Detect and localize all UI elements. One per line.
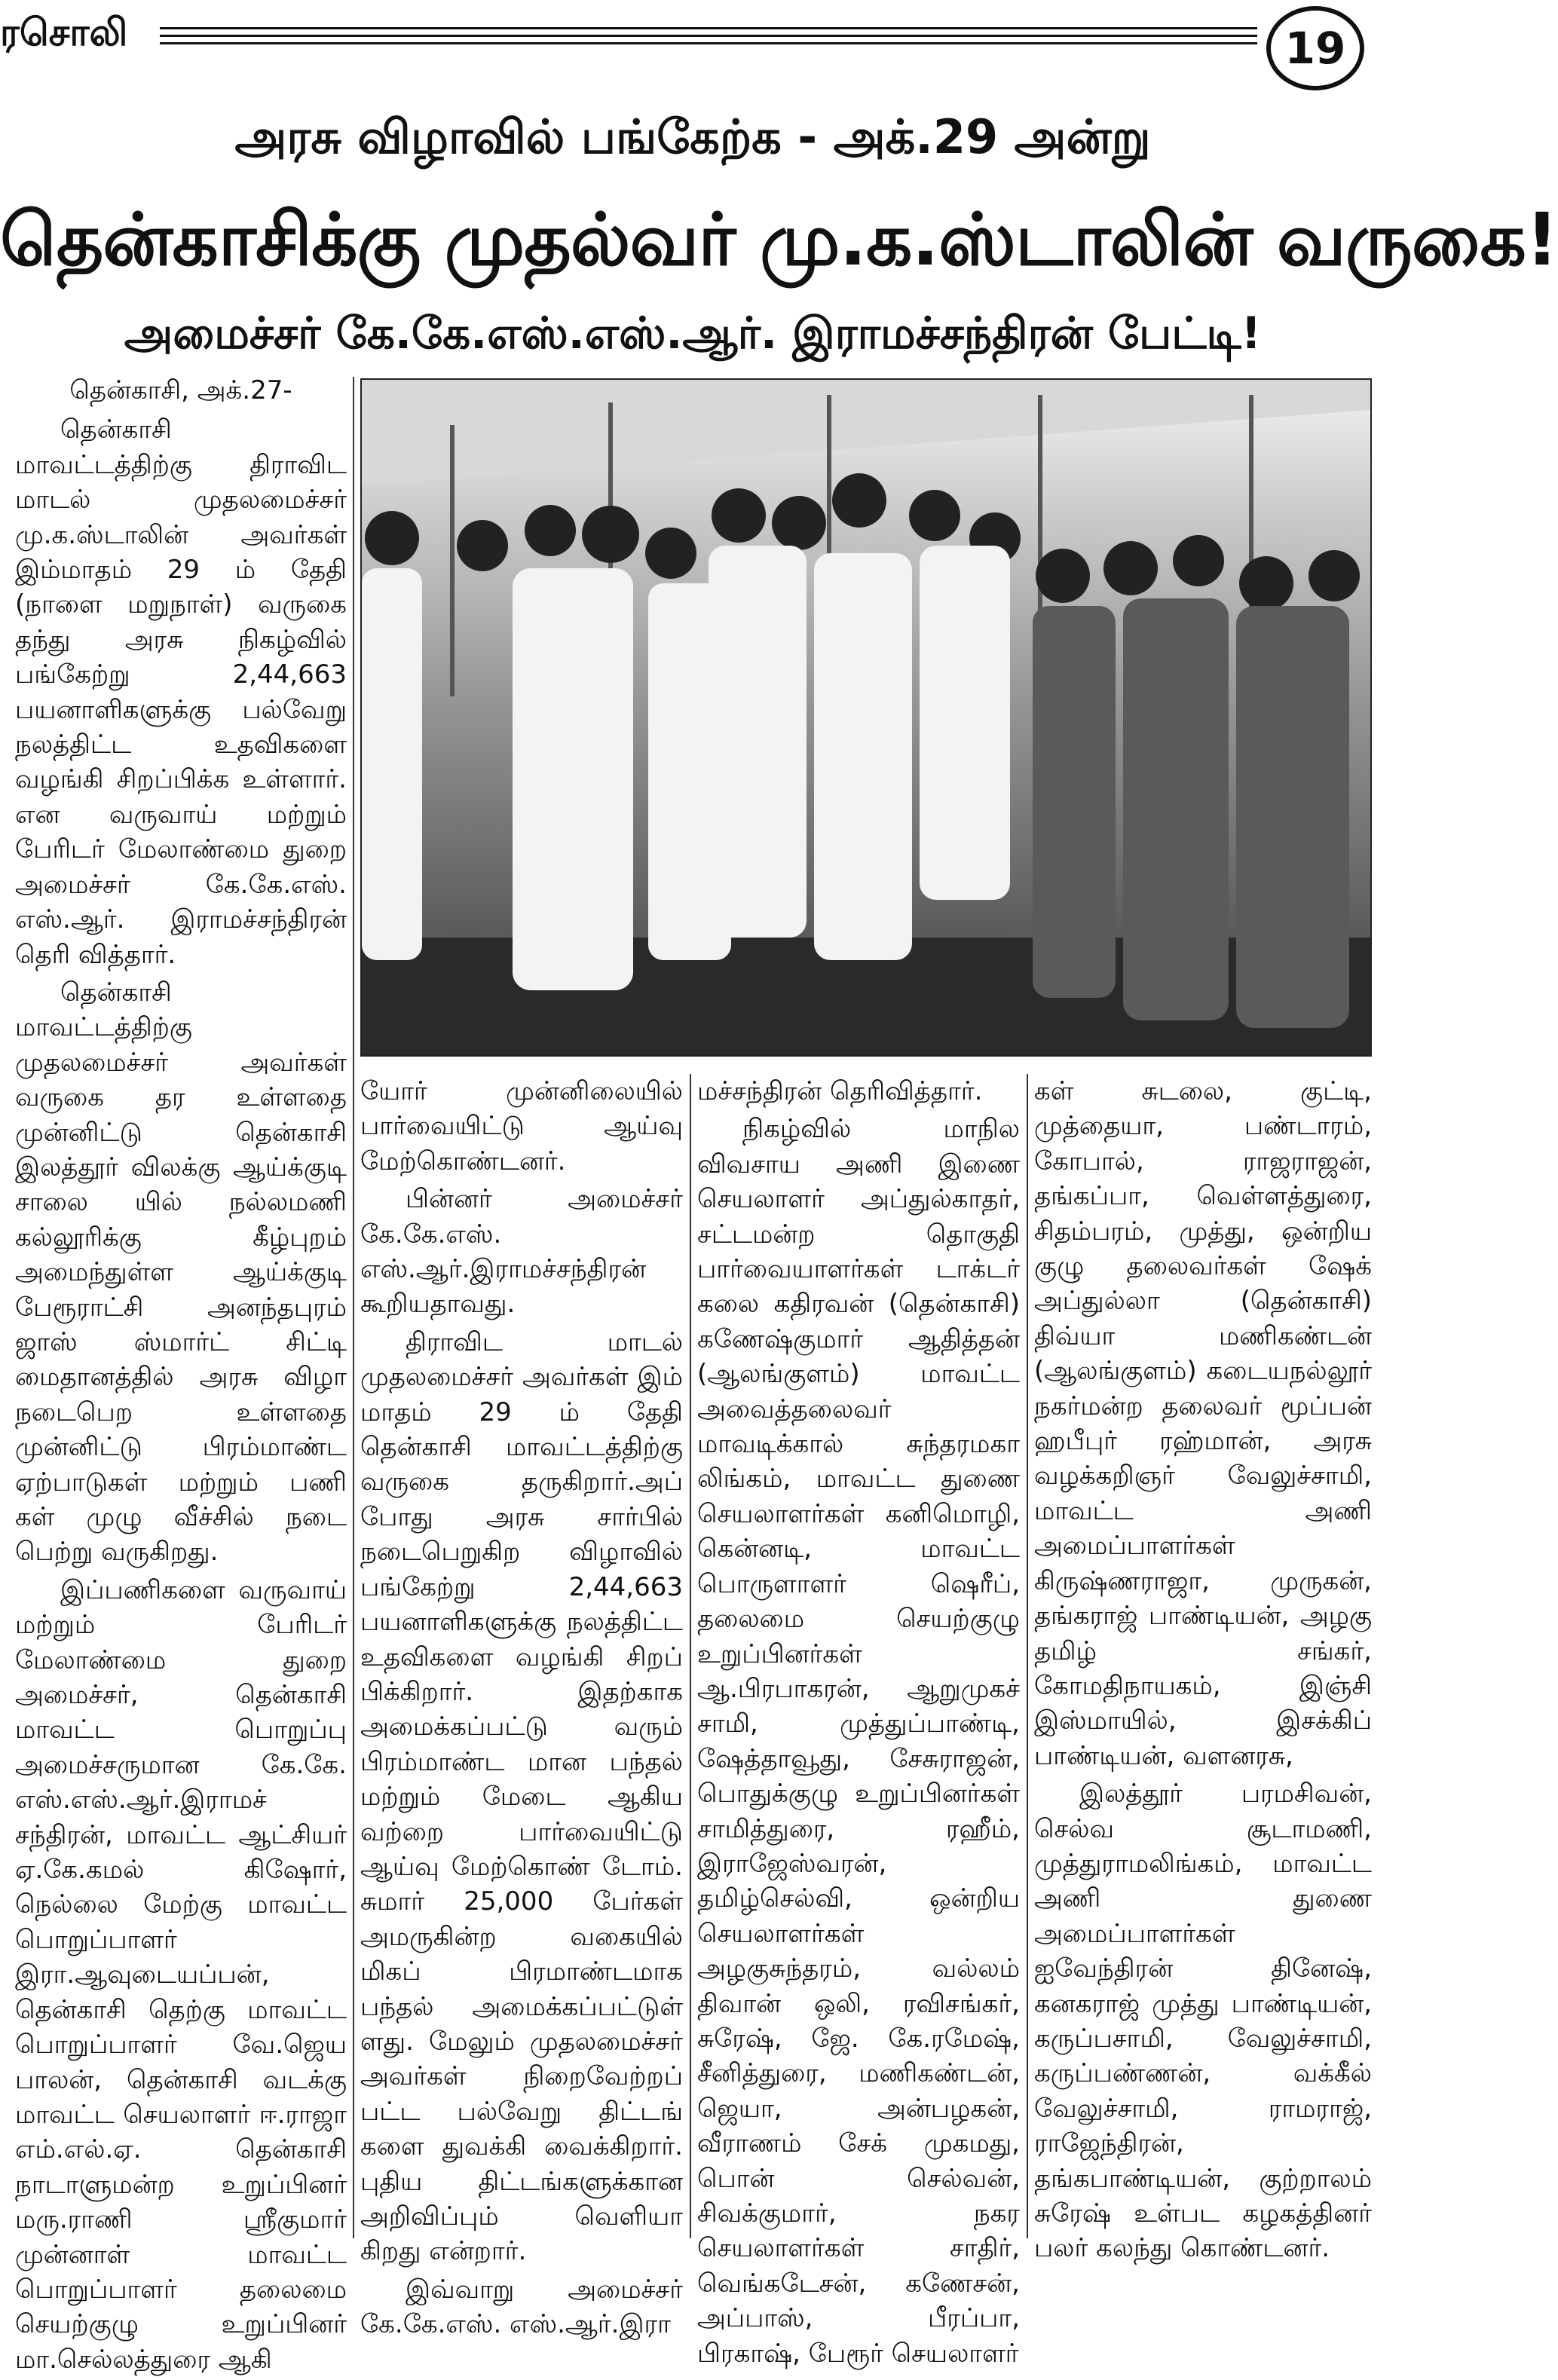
article-column-2 <box>360 1074 683 2345</box>
headline-kicker: அரசு விழாவில் பங்கேற்க - அக்.29 அன்று <box>234 109 1151 164</box>
news-photo <box>360 378 1372 1057</box>
paragraph: நிகழ்வில் மாநில விவசாய அணி இணை செயலாளர் அப்துல்காதர், சட்டமன்ற தொகுதி பார்வையாளர்கள் டாக்டர் கலை கதிரவன் (தென்காசி) கணேஷ்குமார் ஆதித்தன் (ஆலங்குளம்) மாவட்ட அவைத்தலைவர் மாவடிக்கால் சுந்தரமகா லிங்கம், மாவட்ட துணை செயலாளர்கள் கனிமொழி, கென்னடி, மாவட்ட பொருளாளர் ஷெரீப், தலைமை செயற்குழு உறுப்பினர்கள் ஆ.பிரபாகரன், ஆறுமுகச் சாமி, முத்துப்பாண்டி, ஷேத்தாவூது, சேசுராஜன், பொதுக்குழு உறுப்பினர்கள் சாமித்துரை, ரஹீம், இராஜேஸ்வரன், தமிழ்செல்வி, ஒன்றிய செயலாளர்கள் அழகுசுந்தரம், வல்லம் திவான் ஒலி, ரவிசங்கர், சுரேஷ், ஜே. கே.ரமேஷ், சீனித்துரை, மணிகண்டன், ஜெயா, அன்பழகன், வீராணம் சேக் முகமது, பொன் செல்வன், சிவக்குமார், நகர செயலாளர்கள் சாதிர், வெங்கடேசன், கணேசன், அப்பாஸ், பீரப்பா, பிரகாஷ், பேரூர் செயலாளர் <box>697 1114 1020 2369</box>
page-number: 19 <box>1266 6 1364 90</box>
paragraph: இப்பணிகளை வருவாய் மற்றும் பேரிடர் மேலாண்மை துறை அமைச்சர், தென்காசி மாவட்ட பொறுப்பு அமைச்சருமான கே.கே. எஸ்.எஸ்.ஆர்.இராமச் சந்திரன், மாவட்ட ஆட்சியர் ஏ.கே.கமல் கிஷோர், நெல்லை மேற்கு மாவட்ட பொறுப்பாளர் இரா.ஆவுடையப்பன், தென்காசி தெற்கு மாவட்ட பொறுப்பாளர் வே.ஜெய பாலன், தென்காசி வடக்கு மாவட்ட செயலாளர் ஈ.ராஜா எம்.எல்.ஏ. தென்காசி நாடாளுமன்ற உறுப்பினர் மரு.ராணி ஸ்ரீகுமார் முன்னாள் மாவட்ட பொறுப்பாளர் தலைமை செயற்குழு உறுப்பினர் மா.செல்லத்துரை ஆகி <box>15 1574 347 2375</box>
newspaper-name: ரசொலி <box>0 11 128 54</box>
article-column-3 <box>697 1074 1020 2374</box>
column-divider <box>690 1074 691 2238</box>
headline-main: தென்காசிக்கு முதல்வர் மு.க.ஸ்டாலின் வருகை! <box>0 197 1558 282</box>
paragraph: தென்காசி மாவட்டத்திற்கு முதலமைச்சர் அவர்கள் வருகை தர உள்ளதை முன்னிட்டு தென்காசி இலத்தூர் விலக்கு ஆய்க்குடி சாலை யில் நல்லமணி கல்லூரிக்கு கீழ்புறம் அமைந்துள்ள ஆய்க்குடி பேரூராட்சி அனந்தபுரம் ஜாஸ் ஸ்மார்ட் சிட்டி மைதானத்தில் அரசு விழா நடைபெற உள்ளதை முன்னிட்டு பிரம்மாண்ட ஏற்பாடுகள் மற்றும் பணி கள் முழு வீச்சில் நடை பெற்று வருகிறது. <box>15 977 347 1568</box>
masthead <box>0 0 1385 102</box>
headline-sub: அமைச்சர் கே.கே.எஸ்.எஸ்.ஆர். இராமச்சந்திரன் பேட்டி! <box>124 307 1262 359</box>
masthead-rule <box>160 27 1257 29</box>
paragraph: இலத்தூர் பரமசிவன், செல்வ சூடாமணி, முத்துராமலிங்கம், மாவட்ட அணி துணை அமைப்பாளர்கள் ஐவேந்திரன் தினேஷ், கனகராஜ் முத்து பாண்டியன், கருப்பசாமி, வேலுச்சாமி, கருப்பண்ணன், வக்கீல் வேலுச்சாமி, ராமராஜ், ராஜேந்திரன், தங்கபாண்டியன், குற்றாலம் சுரேஷ் உள்பட கழகத்தினர் பலர் கலந்து கொண்டனர். <box>1034 1779 1372 2264</box>
masthead-rule <box>160 42 1257 44</box>
article-column-1 <box>15 373 347 2380</box>
paragraph: திராவிட மாடல் முதலமைச்சர் அவர்கள் இம் மாதம் 29 ம் தேதி தென்காசி மாவட்டத்திற்கு வருகை தருகிறார்.அப் போது அரசு சார்பில் நடைபெறுகிற விழாவில் பங்கேற்று 2,44,663 பயனாளிகளுக்கு நலத்திட்ட உதவிகளை வழங்கி சிறப் பிக்கிறார். இதற்காக அமைக்கப்பட்டு வரும் பிரம்மாண்ட மான பந்தல் மற்றும் மேடை ஆகிய வற்றை பார்வையிட்டு ஆய்வு மேற்கொண் டோம். சுமார் 25,000 பேர்கள் அமருகின்ற வகையில் மிகப் பிரமாண்டமாக பந்தல் அமைக்கப்பட்டுள் ளது. மேலும் முதலமைச்சர் அவர்கள் நிறைவேற்றப் பட்ட பல்வேறு திட்டங் களை துவக்கி வைக்கிறார். புதிய திட்டங்களுக்கான அறிவிப்பும் வெளியா கிறது என்றார். <box>360 1326 683 2267</box>
people-photo-illustration <box>362 380 1370 1055</box>
dateline: தென்காசி, அக்.27- <box>69 375 292 405</box>
column-divider <box>353 377 354 2238</box>
article-column-4 <box>1034 1074 1372 2269</box>
paragraph: பின்னர் அமைச்சர் கே.கே.எஸ். எஸ்.ஆர்.இராமச்சந்திரன் கூறியதாவது. <box>360 1184 683 1320</box>
column-divider <box>1027 1074 1028 2238</box>
paragraph: இவ்வாறு அமைச்சர் கே.கே.எஸ். எஸ்.ஆர்.இரா <box>360 2274 683 2340</box>
paragraph: கள் சுடலை, குட்டி, முத்தையா, பண்டாரம், கோபால், ராஜராஜன், தங்கப்பா, வெள்ளத்துரை, சிதம்பரம், முத்து, ஒன்றிய குழு தலைவர்கள் ஷேக் அப்துல்லா (தென்காசி) திவ்யா மணிகண்டன் (ஆலங்குளம்) கடையநல்லூர் நகர்மன்ற தலைவர் மூப்பன் ஹபீபுர் ரஹ்மான், அரசு வழக்கறிஞர் வேலுச்சாமி, மாவட்ட அணி அமைப்பாளர்கள் கிருஷ்ணராஜா, முருகன், தங்கராஜ் பாண்டியன், அழகு தமிழ் சங்கர், கோமதிநாயகம், இஞ்சி இஸ்மாயில், இசக்கிப் பாண்டியன், வளனரசு, <box>1034 1076 1372 1771</box>
paragraph: மச்சந்திரன் தெரிவித்தார். <box>697 1076 983 1106</box>
masthead-rule <box>160 35 1257 37</box>
paragraph: யோர் முன்னிலையில் பார்வையிட்டு ஆய்வு மேற்கொண்டனர். <box>360 1076 683 1176</box>
paragraph: தென்காசி மாவட்டத்திற்கு திராவிட மாடல் முதலமைச்சர் மு.க.ஸ்டாலின் அவர்கள் இம்மாதம் 29 ம் தேதி (நாளை மறுநாள்) வருகை தந்து அரசு நிகழ்வில் பங்கேற்று 2,44,663 பயனாளிகளுக்கு பல்வேறு நலத்திட்ட உதவிகளை வழங்கி சிறப்பிக்க உள்ளார். என வருவாய் மற்றும் பேரிடர் மேலாண்மை துறை அமைச்சர் கே.கே.எஸ். எஸ்.ஆர். இராமச்சந்திரன் தெரி வித்தார். <box>15 415 347 970</box>
